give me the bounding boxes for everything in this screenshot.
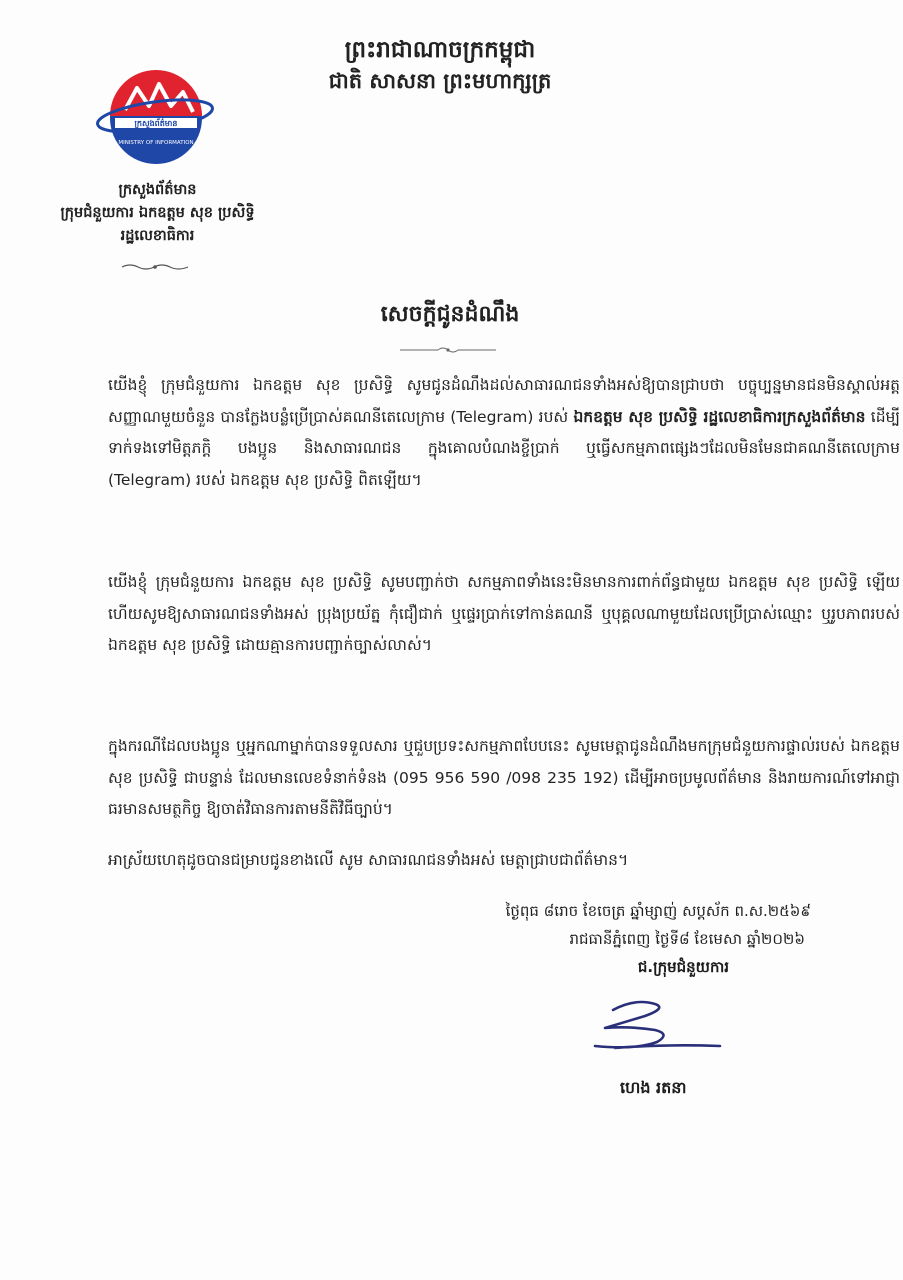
solar-date: រាជធានីភ្នំពេញ ថ្ងៃទី៨ ខែមេសា ឆ្នាំ២០២៦: [569, 930, 805, 948]
ministry-logo: [95, 66, 215, 172]
signer-name: ហេង រតនា: [620, 1078, 687, 1097]
paragraph-2: យើងខ្ញុំ ក្រុមជំនួយការ ឯកឧត្តម សុខ ប្រសិទ្ធិ សូមបញ្ជាក់ថា សកម្មភាពទាំងនេះមិនមានការពាក់ព័ន្ធជាមួយ ឯកឧត្តម សុខ ប្រសិទ្ធិ ឡើយ ហើយសូមឱ្យសាធារណជនទាំងអស់ ប្រុងប្រយ័ត្ន កុំជឿជាក់ ឬផ្ទេរប្រាក់ទៅកាន់គណនី ឬបុគ្គលណាមួយដែលប្រើប្រាស់ឈ្មោះ ឬរូបភាពរបស់ ឯកឧត្តម សុខ ប្រសិទ្ធិ ដោយគ្មានការបញ្ជាក់ច្បាស់លាស់។: [108, 573, 900, 654]
date-block: [506, 897, 811, 981]
official-name-bold: ឯកឧត្តម សុខ ប្រសិទ្ធិ រដ្ឋលេខាធិការក្រសួងព័ត៌មាន: [573, 407, 866, 426]
paragraph-1: [58, 370, 900, 496]
paragraph-3: ក្នុងករណីដែលបងប្អូន ឬអ្នកណាម្នាក់បានទទួលសារ ឬជួបប្រទះសកម្មភាពបែបនេះ សូមមេត្តាជូនដំណឹងមកក្រុមជំនួយការផ្ទាល់របស់ ឯកឧត្តម សុខ ប្រសិទ្ធិ ជាបន្ទាន់ ដែលមានលេខទំនាក់ទំនង (095 956 590 /098 235 192) ដើម្បីអាចប្រមូលព័ត៌មាន និងរាយការណ៍ទៅអាជ្ញាធរមានសមត្ថកិច្ច ឱ្យចាត់វិធានការតាមនីតិវិធីច្បាប់។: [108, 737, 900, 818]
logo-en-text: MINISTRY OF INFORMATION: [118, 140, 194, 146]
logo-kh-text: ក្រសួងព័ត៌មាន: [134, 119, 178, 128]
ministry-name: ក្រសួងព័ត៌មាន: [118, 181, 197, 198]
ornament-divider-small: [120, 262, 190, 272]
secretary-title: រដ្ឋលេខាធិការ: [120, 227, 195, 244]
kingdom-motto: [230, 34, 650, 96]
paragraph-1-part-a: យើងខ្ញុំ ក្រុមជំនួយការ ឯកឧត្តម សុខ ប្រសិទ្ធិ សូមជូនដំណឹងដល់សាធារណជនទាំងអស់ឱ្យបានជ្រាបថា បច្ចុប្បន្នមានជនមិនស្គាល់អត្តសញ្ញាណមួយចំនួន បានក្លែងបន្លំប្រើប្រាស់គណនីតេលេក្រាម (Telegram) របស់: [108, 376, 900, 426]
assistant-team: ក្រុមជំនួយការ ឯកឧត្តម សុខ ប្រសិទ្ធិ: [60, 204, 255, 221]
handwritten-signature: [575, 990, 725, 1060]
lunar-date: ថ្ងៃពុធ ៨រោច ខែចេត្រ ឆ្នាំម្សាញ់ សប្តស័ក ព.ស.២៥៦៩: [505, 902, 811, 920]
paragraph-4: អាស្រ័យហេតុដូចបានជម្រាបជូនខាងលើ សូម សាធារណជនទាំងអស់ មេត្តាជ្រាបជាព័ត៌មាន។: [108, 851, 629, 869]
notice-title: សេចក្តីជូនដំណឹង: [380, 301, 520, 327]
on-behalf-label: ជ.ក្រុមជំនួយការ: [637, 958, 729, 976]
kingdom-name: ព្រះរាជាណាចក្រកម្ពុជា: [344, 36, 536, 63]
paragraph-1-part-b: ដើម្បីទាក់ទងទៅមិត្តភក្តិ បងប្អូន និងសាធារណជន ក្នុងគោលបំណងខ្ចីប្រាក់ ឬធ្វើសកម្មភាពផ្សេងៗដែលមិនមែនជាគណនីតេលេក្រាម (Telegram) របស់ ឯកឧត្តម សុខ ប្រសិទ្ធិ ពិតឡើយ។: [108, 407, 900, 489]
issuing-office: [20, 178, 295, 247]
ornament-divider: [398, 345, 498, 355]
national-motto: ជាតិ សាសនា ព្រះមហាក្សត្រ: [328, 68, 552, 93]
